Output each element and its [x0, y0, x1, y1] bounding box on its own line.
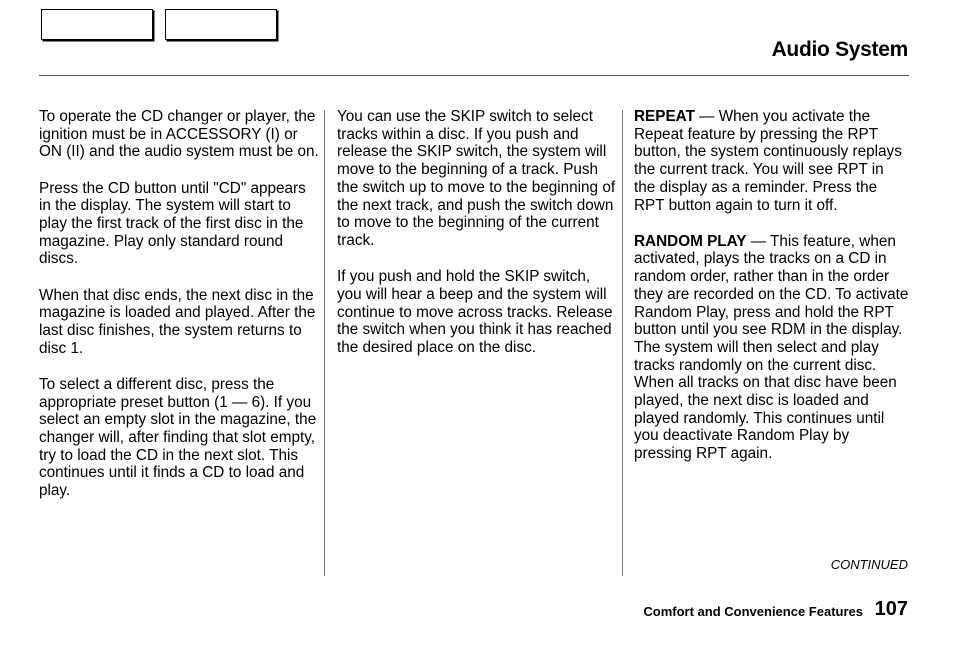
header-rule [39, 75, 909, 76]
repeat-heading: REPEAT [634, 108, 695, 125]
column-2 [337, 108, 617, 357]
paragraph: If you push and hold the SKIP switch, you will hear a beep and the system will continue to move across tracks. Release the switch when you think it has reached the desired place on the disc. [337, 268, 613, 356]
page-title: Audio System [771, 38, 908, 61]
paragraph: You can use the SKIP switch to select tracks within a disc. If you push and release the SKIP switch, the system will move to the beginning of a track. Push the switch up to move to the beginning of the next track, and push the switch down to move to the beginning of the current track. [337, 108, 616, 249]
random-play-heading: RANDOM PLAY [634, 232, 747, 250]
header-tab-box-left [41, 9, 153, 40]
random-play-section [634, 233, 909, 463]
repeat-section [634, 108, 909, 214]
paragraph: To operate the CD changer or player, the ignition must be in ACCESSORY (I) or ON (II) and the audio system must be on. [39, 108, 319, 161]
column-divider [622, 110, 623, 576]
continued-label: CONTINUED [830, 557, 908, 572]
repeat-text: — When you activate the Repeat feature by pressing the RPT button, the system continuously replays the current track. You will see RPT in the display as a reminder. Press the RPT button again to turn it off. [634, 108, 902, 214]
header-tab-box-right [165, 9, 277, 40]
page-number: 107 [874, 598, 908, 620]
random-play-text: — This feature, when activated, plays the tracks on a CD in random order, rather than in the order they are recorded on the CD. To activate Random Play, press and hold the RPT button until you see RDM in the display. The system will then select and play tracks randomly on the current disc. When all tracks on that disc have been played, the next disc is loaded and played randomly. This continues until you deactivate Random Play by pressing RPT again. [634, 232, 909, 463]
column-1 [39, 108, 319, 500]
column-divider [324, 110, 325, 576]
footer-section-title: Comfort and Convenience Features [643, 604, 863, 619]
paragraph: Press the CD button until "CD" appears in the display. The system will start to play the first track of the first disc in the magazine. Play only standard round discs. [39, 179, 306, 268]
column-3 [634, 108, 909, 463]
paragraph: When that disc ends, the next disc in the magazine is loaded and played. After the last disc finishes, the system returns to disc 1. [39, 286, 316, 357]
paragraph: To select a different disc, press the appropriate preset button (1 — 6). If you select an empty slot in the magazine, the changer will, after finding that slot empty, try to load the CD in the next slot. This continues until it finds a CD to load and play. [39, 375, 317, 500]
